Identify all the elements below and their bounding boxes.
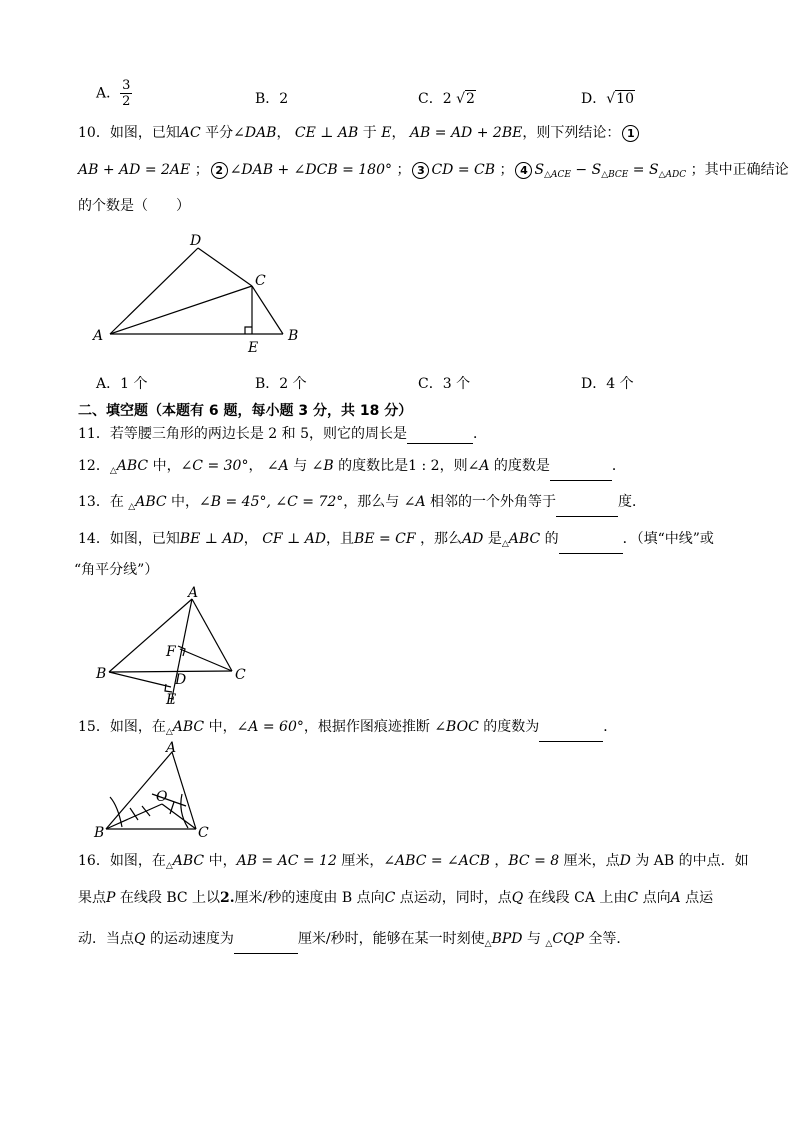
segment-ac bbox=[192, 599, 232, 671]
q10-option-d: D．4 个 bbox=[581, 376, 634, 392]
segment-cb bbox=[252, 286, 283, 334]
label-c: C bbox=[255, 273, 266, 289]
q10-figure bbox=[90, 230, 310, 360]
answer-blank bbox=[407, 427, 473, 444]
label-b: B bbox=[288, 328, 299, 344]
segment-bo bbox=[106, 804, 162, 829]
segment-cf bbox=[180, 649, 232, 671]
fraction: $\frac{3}{2}$ bbox=[122, 78, 131, 109]
segment-co bbox=[162, 804, 196, 829]
q11: 11．若等腰三角形的两边长是 2 和 5，则它的周长是 ． bbox=[78, 426, 487, 442]
q14-figure bbox=[92, 583, 262, 708]
label-d: D bbox=[190, 233, 202, 249]
segment-bc bbox=[109, 671, 232, 672]
segment-ad bbox=[110, 248, 198, 334]
q9-option-d: D．√10 bbox=[581, 91, 634, 107]
circled-number: 3 bbox=[412, 162, 429, 179]
q14-line-1: 14．如图，已知BE ⊥ AD， CF ⊥ AD，且BE = CF ，那么AD 是$_\triangle$ABC 的 ．（填“中线”或 bbox=[78, 529, 714, 554]
q15: 15．如图，在$_\triangle$ABC 中，∠A = 60°，根据作图痕迹推断 ∠BOC 的度数为 ． bbox=[78, 717, 617, 742]
q10-option-b: B．2 个 bbox=[255, 376, 307, 392]
q10-option-c: C．3 个 bbox=[418, 376, 471, 392]
label-d: D bbox=[175, 672, 187, 688]
q9-option-a: A． $\frac{3}{2}$ bbox=[96, 78, 131, 109]
label-a: A bbox=[188, 585, 199, 601]
circled-number: 2 bbox=[211, 162, 228, 179]
label-c: C bbox=[235, 667, 246, 683]
right-angle-mark bbox=[165, 684, 172, 692]
answer-blank bbox=[234, 937, 298, 954]
q12: 12．$_\triangle$ABC 中，∠C = 30°， ∠A 与 ∠B 的度数比是1 : 2，则∠A 的度数是 ． bbox=[78, 456, 626, 481]
circled-number: 4 bbox=[515, 162, 532, 179]
right-angle-mark bbox=[245, 327, 252, 334]
circled-number: 1 bbox=[622, 125, 639, 142]
q15-figure bbox=[92, 742, 222, 842]
answer-blank bbox=[556, 500, 618, 517]
q10-option-a: A．1 个 bbox=[96, 376, 148, 392]
label-a: A bbox=[166, 740, 177, 756]
label-e: E bbox=[166, 692, 177, 708]
q10-line-3: 的个数是（ ） bbox=[78, 198, 190, 214]
label-f: F bbox=[166, 644, 176, 660]
answer-blank bbox=[539, 725, 603, 742]
label-o: O bbox=[156, 789, 168, 805]
q13: 13．在 $_\triangle$ABC 中，∠B = 45°, ∠C = 72°，那么与 ∠A 相邻的一个外角等于 度． bbox=[78, 492, 646, 517]
q16-line-2: 果点P 在线段 BC 上以2.厘米/秒的速度由 B 点向C 点运动，同时，点Q 在线段 CA 上由C 点向A 点运 bbox=[78, 890, 714, 906]
q16-line-1: 16．如图，在$_\triangle$ABC 中，AB = AC = 12 厘米，∠ABC = ∠ACB ，BC = 8 厘米，点D 为 AB 的中点．如 bbox=[78, 853, 749, 871]
label-e: E bbox=[248, 340, 259, 356]
segment-ac bbox=[172, 752, 196, 829]
segment-be bbox=[109, 672, 171, 687]
construction-arc bbox=[142, 806, 150, 816]
segment-ac bbox=[110, 286, 252, 334]
q16-line-3: 动．当点Q 的运动速度为 厘米/秒时，能够在某一时刻使$_\triangle$BPD 与 $_\triangle$CQP 全等． bbox=[78, 929, 630, 954]
q10-line-2: AB + AD = 2AE ； 2 ∠DAB + ∠DCB = 180° ； 3 CD = CB ； 4 $S_{\triangle ACE} - S_{\triangle BCE} = S_{\triangle ADC}$ ；其中正确结论 bbox=[78, 162, 789, 180]
label-c: C bbox=[198, 825, 209, 841]
q9-option-c: C．2 √2 bbox=[418, 91, 475, 107]
segment-dc bbox=[198, 248, 252, 286]
section-title: 二、填空题（本题有 6 题，每小题 3 分，共 18 分） bbox=[78, 403, 413, 419]
answer-blank bbox=[550, 464, 612, 481]
label-b: B bbox=[96, 666, 107, 682]
label-b: B bbox=[94, 825, 105, 841]
label-a: A bbox=[93, 328, 104, 344]
q10-line-1: 10．如图，已知AC 平分∠DAB， CE ⊥ AB 于 E， AB = AD + 2BE，则下列结论： 1 bbox=[78, 123, 641, 143]
q9-option-b: B．2 bbox=[255, 91, 289, 107]
answer-blank bbox=[559, 537, 623, 554]
q14-line-2: “角平分线”） bbox=[74, 562, 159, 578]
